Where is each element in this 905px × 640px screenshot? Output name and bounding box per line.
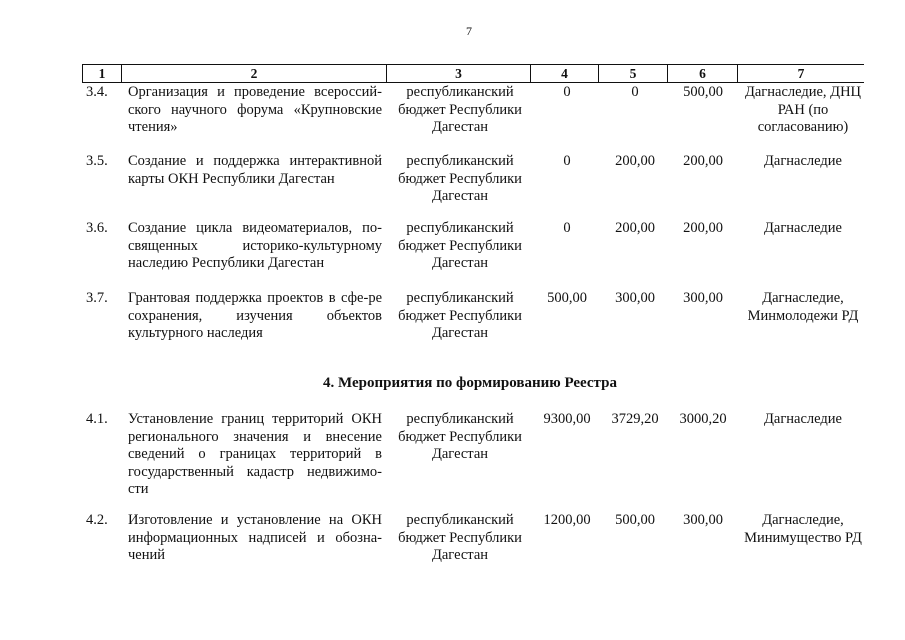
column-header-5: 5: [599, 65, 668, 82]
row-number: 3.5.: [86, 153, 108, 169]
row-responsible: Дагнаследие, Минмолодежи РД: [747, 290, 859, 324]
row-col5: 200,00: [615, 220, 655, 236]
column-header-7: 7: [797, 66, 805, 81]
row-source: республиканский бюджет Республики Дагестан: [398, 220, 522, 271]
row-name: Грантовая поддержка проектов в сфе-ре сохранения, изучения объектов культурного наследия: [128, 290, 382, 341]
table-header-row: [82, 64, 864, 83]
row-responsible: Дагнаследие: [764, 220, 842, 236]
row-col4: 0: [563, 220, 571, 236]
row-source: республиканский бюджет Республики Дагестан: [398, 512, 522, 563]
row-col4: 0: [563, 84, 571, 100]
row-col6: 300,00: [683, 290, 723, 306]
column-header-1: 1: [82, 65, 122, 82]
column-header-3: 3: [387, 65, 531, 82]
column-header-6: 6: [668, 65, 738, 82]
row-col6: 200,00: [683, 220, 723, 236]
row-responsible: Дагнаследие: [764, 153, 842, 169]
row-name: Создание и поддержка интерактивной карты ОКН Республики Дагестан: [128, 153, 382, 187]
row-col5: 300,00: [615, 290, 655, 306]
row-number: 3.7.: [86, 290, 108, 306]
row-number: 4.1.: [86, 411, 108, 427]
row-col6: 300,00: [683, 512, 723, 528]
row-col5: 500,00: [615, 512, 655, 528]
row-col5: 0: [631, 84, 639, 100]
row-number: 3.4.: [86, 84, 108, 100]
row-col4: 9300,00: [543, 411, 591, 427]
row-col5: 200,00: [615, 153, 655, 169]
row-col4: 500,00: [547, 290, 587, 306]
row-col5: 3729,20: [611, 411, 659, 427]
row-name: Изготовление и установление на ОКН информационных надписей и обозна-чений: [128, 512, 382, 563]
column-header-4: 4: [531, 65, 599, 82]
row-source: республиканский бюджет Республики Дагестан: [398, 153, 522, 204]
row-responsible: Дагнаследие: [764, 411, 842, 427]
row-col4: 1200,00: [543, 512, 591, 528]
row-responsible: Дагнаследие, ДНЦ РАН (по согласованию): [744, 84, 862, 135]
row-source: республиканский бюджет Республики Дагестан: [398, 411, 522, 462]
row-name: Создание цикла видеоматериалов, по-священных историко-культурному наследию Республики Дагестан: [128, 220, 382, 271]
row-col4: 0: [563, 153, 571, 169]
row-col6: 3000,20: [679, 411, 727, 427]
row-source: республиканский бюджет Республики Дагестан: [398, 290, 522, 341]
row-name: Организация и проведение всероссий-ского научного форума «Крупновские чтения»: [128, 84, 382, 135]
page-number: 7: [466, 24, 472, 38]
row-number: 4.2.: [86, 512, 108, 528]
section-title: 4. Мероприятия по формированию Реестра: [323, 375, 617, 391]
row-number: 3.6.: [86, 220, 108, 236]
row-col6: 500,00: [683, 84, 723, 100]
row-source: республиканский бюджет Республики Дагестан: [398, 84, 522, 135]
column-header-2: 2: [122, 65, 387, 82]
row-responsible: Дагнаследие, Минимущество РД: [744, 512, 862, 546]
row-name: Установление границ территорий ОКН регионального значения и внесение сведений о границах территорий в государственный кадастр недвижимо-сти: [128, 411, 382, 497]
row-col6: 200,00: [683, 153, 723, 169]
